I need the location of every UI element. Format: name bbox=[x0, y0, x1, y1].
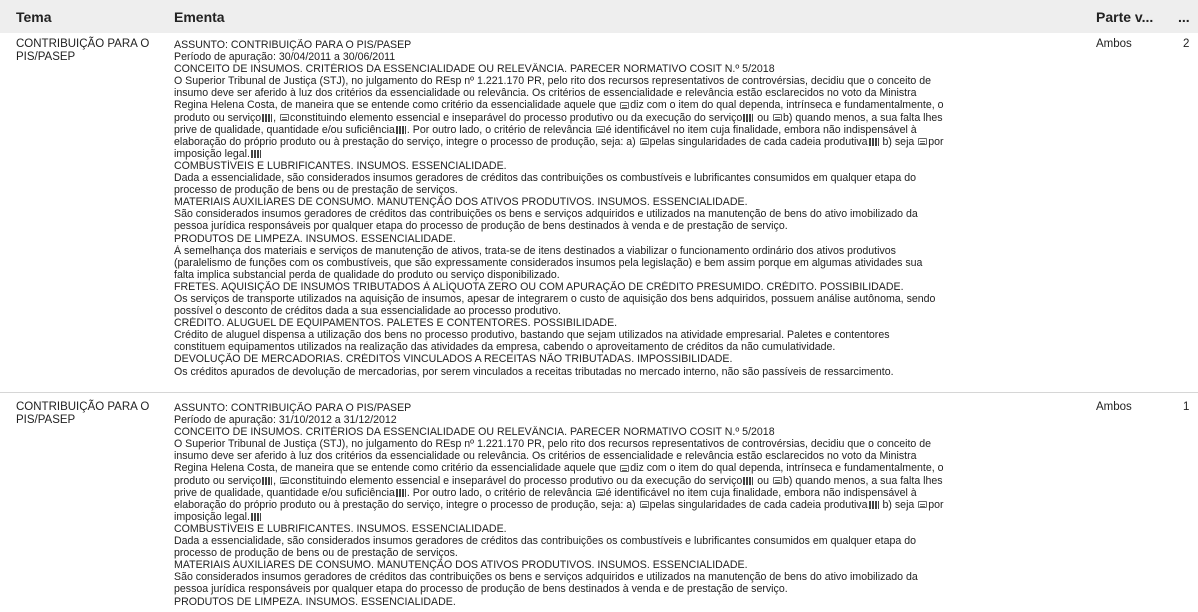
ementa-line: Regina Helena Costa, de maneira que se entende como critério da essencialidade aquele que diz com o item do qual dependa, intrínseca e fundamentalmente, o bbox=[174, 462, 944, 475]
unknown-glyph-icon bbox=[596, 126, 605, 133]
ementa-line: pessoa jurídica responsáveis por qualquer etapa do processo de produção de bens destinados à venda e de prestação de serviço. bbox=[174, 583, 788, 596]
cell-ementa bbox=[174, 39, 1089, 378]
cell-count: 1 bbox=[1183, 401, 1190, 413]
ementa-line: CONCEITO DE INSUMOS. CRITÉRIOS DA ESSENCIALIDADE OU RELEVÂNCIA. PARECER NORMATIVO COSIT N.º 5/2018 bbox=[174, 426, 775, 439]
ementa-line: Período de apuração: 30/04/2011 a 30/06/2011 bbox=[174, 51, 396, 64]
barcode-glyph-icon bbox=[396, 489, 406, 497]
unknown-glyph-icon bbox=[773, 114, 782, 121]
ementa-line: possível o desconto de créditos dada a sua essencialidade ao processo produtivo. bbox=[174, 305, 561, 318]
unknown-glyph-icon bbox=[918, 138, 927, 145]
unknown-glyph-icon bbox=[918, 501, 927, 508]
ementa-line: Dada a essencialidade, são considerados insumos geradores de créditos das contribuições os combustíveis e lubrificantes consumidos em qualquer etapa do bbox=[174, 535, 916, 548]
ementa-line: À semelhança dos materiais e serviços de manutenção de ativos, trata-se de itens destinados a viabilizar o funcionamento ordinário dos ativos produtivos bbox=[174, 244, 896, 257]
ementa-line: insumo deve ser aferido à luz dos critérios da essencialidade ou relevância. Os critérios de essencialidade e relevância estão esclarecidos no voto da Ministra bbox=[174, 87, 917, 100]
cell-parte-vencedora: Ambos bbox=[1096, 38, 1132, 50]
barcode-glyph-icon bbox=[262, 114, 272, 122]
cell-parte-vencedora: Ambos bbox=[1096, 401, 1132, 413]
ementa-line: O Superior Tribunal de Justiça (STJ), no julgamento do REsp nº 1.221.170 PR, pelo rito dos recursos representativos de controvérsias, decidiu que o conceito de bbox=[174, 438, 932, 451]
table-header bbox=[0, 0, 1198, 33]
ementa-line: Os créditos apurados de devolução de mercadorias, por serem vinculados a receitas tributadas no mercado interno, não são passíveis de ressarcimento. bbox=[174, 365, 894, 378]
ementa-line: PRODUTOS DE LIMPEZA. INSUMOS. ESSENCIALIDADE. bbox=[174, 595, 456, 608]
ementa-line: produto ou serviço , constituindo elemento essencial e inseparável do processo produtivo ou da execução do serviço ou b) quando menos, a sua falta lhes bbox=[174, 474, 943, 487]
ementa-line: MATERIAIS AUXILIARES DE CONSUMO. MANUTENÇÃO DOS ATIVOS PRODUTIVOS. INSUMOS. ESSENCIALIDADE. bbox=[174, 196, 748, 209]
ementa-line: constituem equipamentos utilizados na realização das atividades da empresa, cabendo o aproveitamento de créditos da não cumulatividade. bbox=[174, 341, 836, 354]
column-header-parte-vencedora[interactable]: Parte v... bbox=[1096, 9, 1154, 25]
unknown-glyph-icon bbox=[640, 138, 649, 145]
ementa-line: insumo deve ser aferido à luz dos critérios da essencialidade ou relevância. Os critérios de essencialidade e relevância estão esclarecidos no voto da Ministra bbox=[174, 450, 917, 463]
barcode-glyph-icon bbox=[396, 126, 406, 134]
ementa-line: São considerados insumos geradores de créditos das contribuições os bens e serviços adquiridos e utilizados na manutenção de bens do ativo imobilizado da bbox=[174, 571, 918, 584]
ementa-line: Período de apuração: 31/10/2012 a 31/12/2012 bbox=[174, 414, 397, 427]
ementa-line: O Superior Tribunal de Justiça (STJ), no julgamento do REsp nº 1.221.170 PR, pelo rito dos recursos representativos de controvérsias, decidiu que o conceito de bbox=[174, 75, 932, 88]
unknown-glyph-icon bbox=[640, 501, 649, 508]
barcode-glyph-icon bbox=[251, 513, 261, 521]
ementa-line: prive de qualidade, quantidade e/ou suficiência . Por outro lado, o critério de relevância é identificável no item cuja finalidade, embora não indispensável à bbox=[174, 123, 917, 136]
barcode-glyph-icon bbox=[251, 150, 261, 158]
ementa-line: PRODUTOS DE LIMPEZA. INSUMOS. ESSENCIALIDADE. bbox=[174, 232, 456, 245]
ementa-line: (paralelismo de funções com os combustíveis, que são expressamente considerados insumos pela legislação) e bem assim porque em algumas atividades sua bbox=[174, 256, 923, 269]
unknown-glyph-icon bbox=[280, 477, 289, 484]
cell-tema: CONTRIBUIÇÃO PARA O PIS/PASEP bbox=[16, 38, 150, 63]
column-header-ementa[interactable]: Ementa bbox=[174, 9, 225, 25]
ementa-line: FRETES. AQUISIÇÃO DE INSUMOS TRIBUTADOS À ALÍQUOTA ZERO OU COM APURAÇÃO DE CRÉDITO PRESUMIDO. CRÉDITO. POSSIBILIDADE. bbox=[174, 280, 904, 293]
ementa-line: Dada a essencialidade, são considerados insumos geradores de créditos das contribuições os combustíveis e lubrificantes consumidos em qualquer etapa do bbox=[174, 172, 916, 185]
ementa-line: ASSUNTO: CONTRIBUIÇÃO PARA O PIS/PASEP bbox=[174, 402, 412, 414]
barcode-glyph-icon bbox=[869, 501, 879, 509]
ementa-line: imposição legal. bbox=[174, 148, 1089, 160]
column-header-tema[interactable]: Tema bbox=[16, 9, 52, 25]
ementa-line: COMBUSTÍVEIS E LUBRIFICANTES. INSUMOS. ESSENCIALIDADE. bbox=[174, 159, 507, 172]
ementa-line: pessoa jurídica responsáveis por qualquer etapa do processo de produção de bens destinados à venda e de prestação de serviço. bbox=[174, 220, 788, 233]
unknown-glyph-icon bbox=[620, 465, 629, 472]
unknown-glyph-icon bbox=[596, 489, 605, 496]
unknown-glyph-icon bbox=[773, 477, 782, 484]
column-header-more[interactable]: ... bbox=[1178, 9, 1190, 25]
ementa-line: ASSUNTO: CONTRIBUIÇÃO PARA O PIS/PASEP bbox=[174, 39, 412, 51]
ementa-line: DEVOLUÇÃO DE MERCADORIAS. CRÉDITOS VINCULADOS A RECEITAS NÃO TRIBUTADAS. IMPOSSIBILIDADE. bbox=[174, 353, 733, 366]
ementa-line: CONCEITO DE INSUMOS. CRITÉRIOS DA ESSENCIALIDADE OU RELEVÂNCIA. PARECER NORMATIVO COSIT N.º 5/2018 bbox=[174, 63, 775, 76]
ementa-line: processo de produção de bens ou de prestação de serviços. bbox=[174, 184, 458, 197]
ementa-line: prive de qualidade, quantidade e/ou suficiência . Por outro lado, o critério de relevância é identificável no item cuja finalidade, embora não indispensável à bbox=[174, 486, 917, 499]
ementa-line: COMBUSTÍVEIS E LUBRIFICANTES. INSUMOS. ESSENCIALIDADE. bbox=[174, 522, 507, 535]
cell-count: 2 bbox=[1183, 38, 1190, 50]
unknown-glyph-icon bbox=[620, 102, 629, 109]
table-row[interactable] bbox=[0, 396, 1198, 612]
ementa-line: MATERIAIS AUXILIARES DE CONSUMO. MANUTENÇÃO DOS ATIVOS PRODUTIVOS. INSUMOS. ESSENCIALIDADE. bbox=[174, 559, 748, 572]
ementa-line: Os serviços de transporte utilizados na aquisição de insumos, apesar de integrarem o custo de aquisição dos bens adquiridos, possuem análise autônoma, sendo bbox=[174, 292, 936, 305]
ementa-line: produto ou serviço , constituindo elemento essencial e inseparável do processo produtivo ou da execução do serviço ou b) quando menos, a sua falta lhes bbox=[174, 111, 943, 124]
ementa-line: imposição legal. bbox=[174, 511, 1089, 523]
barcode-glyph-icon bbox=[743, 114, 753, 122]
ementa-line: elaboração do próprio produto ou à prestação do serviço, integre o processo de produção, seja: a) pelas singularidades de cada cadeia produtiva b) seja por bbox=[174, 135, 944, 148]
ementa-line: falta implica substancial perda de qualidade do produto ou serviço disponibilizado. bbox=[174, 268, 560, 281]
ementa-line: processo de produção de bens ou de prestação de serviços. bbox=[174, 547, 458, 560]
barcode-glyph-icon bbox=[262, 477, 272, 485]
ementa-line: Crédito de aluguel dispensa a utilização dos bens no processo produtivo, bastando que sejam utilizados na atividade empresarial. Paletes e contentores bbox=[174, 329, 890, 342]
cell-tema: CONTRIBUIÇÃO PARA O PIS/PASEP bbox=[16, 401, 150, 426]
table-row[interactable] bbox=[0, 33, 1198, 393]
ementa-line: Regina Helena Costa, de maneira que se entende como critério da essencialidade aquele que diz com o item do qual dependa, intrínseca e fundamentalmente, o bbox=[174, 99, 944, 112]
unknown-glyph-icon bbox=[280, 114, 289, 121]
barcode-glyph-icon bbox=[743, 477, 753, 485]
ementa-line: CRÉDITO. ALUGUEL DE EQUIPAMENTOS. PALETES E CONTENTORES. POSSIBILIDADE. bbox=[174, 317, 618, 330]
ementa-line: São considerados insumos geradores de créditos das contribuições os bens e serviços adquiridos e utilizados na manutenção de bens do ativo imobilizado da bbox=[174, 208, 918, 221]
barcode-glyph-icon bbox=[869, 138, 879, 146]
ementa-line: elaboração do próprio produto ou à prestação do serviço, integre o processo de produção, seja: a) pelas singularidades de cada cadeia produtiva b) seja por bbox=[174, 498, 944, 511]
cell-ementa bbox=[174, 402, 1089, 608]
